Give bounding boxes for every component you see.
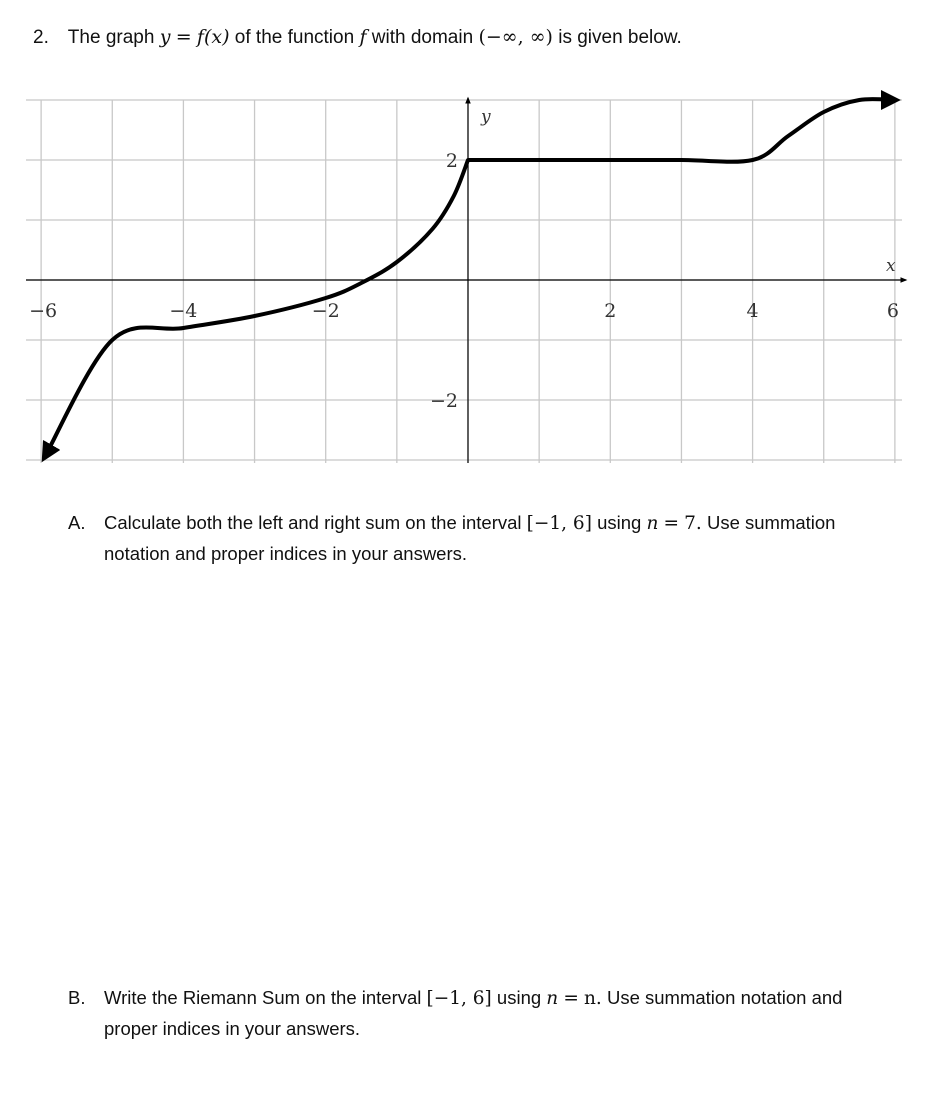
header-text-1: The graph [67, 27, 155, 48]
part-b-n-value: n. [584, 988, 602, 1009]
header-text-3: with domain [371, 27, 474, 48]
function-curve-path [45, 99, 895, 457]
header-text-2: of the function [234, 27, 355, 48]
part-a-text-4: notation and proper indices in your answers. [104, 543, 468, 564]
header-text-4: is given below. [558, 27, 682, 48]
grid [26, 100, 902, 463]
part-a-n-var: n [646, 513, 659, 534]
part-b-text [104, 983, 918, 1044]
part-b [68, 983, 918, 1044]
part-a [68, 508, 918, 569]
y-tick-label: 2 [445, 150, 458, 172]
function-name: f [359, 26, 367, 48]
x-tick-label: 6 [886, 300, 899, 322]
axes [26, 98, 906, 463]
problem-header [33, 26, 682, 49]
part-a-text-3: Use summation [706, 512, 836, 533]
part-b-equals: = [563, 988, 579, 1009]
equation-arg: (x) [203, 26, 230, 48]
equation-y: y [159, 26, 171, 48]
part-a-letter: A. [68, 512, 86, 533]
domain-interval: (−∞, ∞) [478, 26, 553, 48]
part-a-text [104, 508, 918, 569]
part-a-text-2: using [597, 512, 642, 533]
y-tick-label: −2 [429, 390, 458, 412]
part-a-interval: [−1, 6] [526, 513, 592, 534]
x-axis-label: x [886, 256, 896, 276]
x-tick-label: 2 [604, 300, 617, 322]
part-a-text-1: Calculate both the left and right sum on the interval [104, 512, 522, 533]
x-tick-label: 4 [746, 300, 759, 322]
part-b-text-1: Write the Riemann Sum on the interval [104, 987, 422, 1008]
part-a-equals: = [663, 513, 680, 534]
part-b-text-4: proper indices in your answers. [104, 1018, 361, 1039]
part-b-letter: B. [68, 987, 86, 1008]
function-graph [0, 88, 940, 478]
equation-equals: = [175, 26, 192, 48]
part-b-text-2: using [496, 987, 542, 1008]
x-tick-label: −6 [29, 300, 58, 322]
function-curve [45, 99, 895, 457]
part-b-text-3: Use summation notation and [606, 987, 843, 1008]
x-tick-label: −2 [311, 300, 340, 322]
problem-number: 2. [33, 27, 49, 48]
part-a-n-value: 7. [684, 513, 702, 534]
part-b-n-var: n [546, 988, 559, 1009]
y-axis-label: y [481, 107, 491, 127]
part-b-interval: [−1, 6] [426, 988, 492, 1009]
equation-f: f [196, 26, 204, 48]
x-tick-label: −4 [169, 300, 198, 322]
